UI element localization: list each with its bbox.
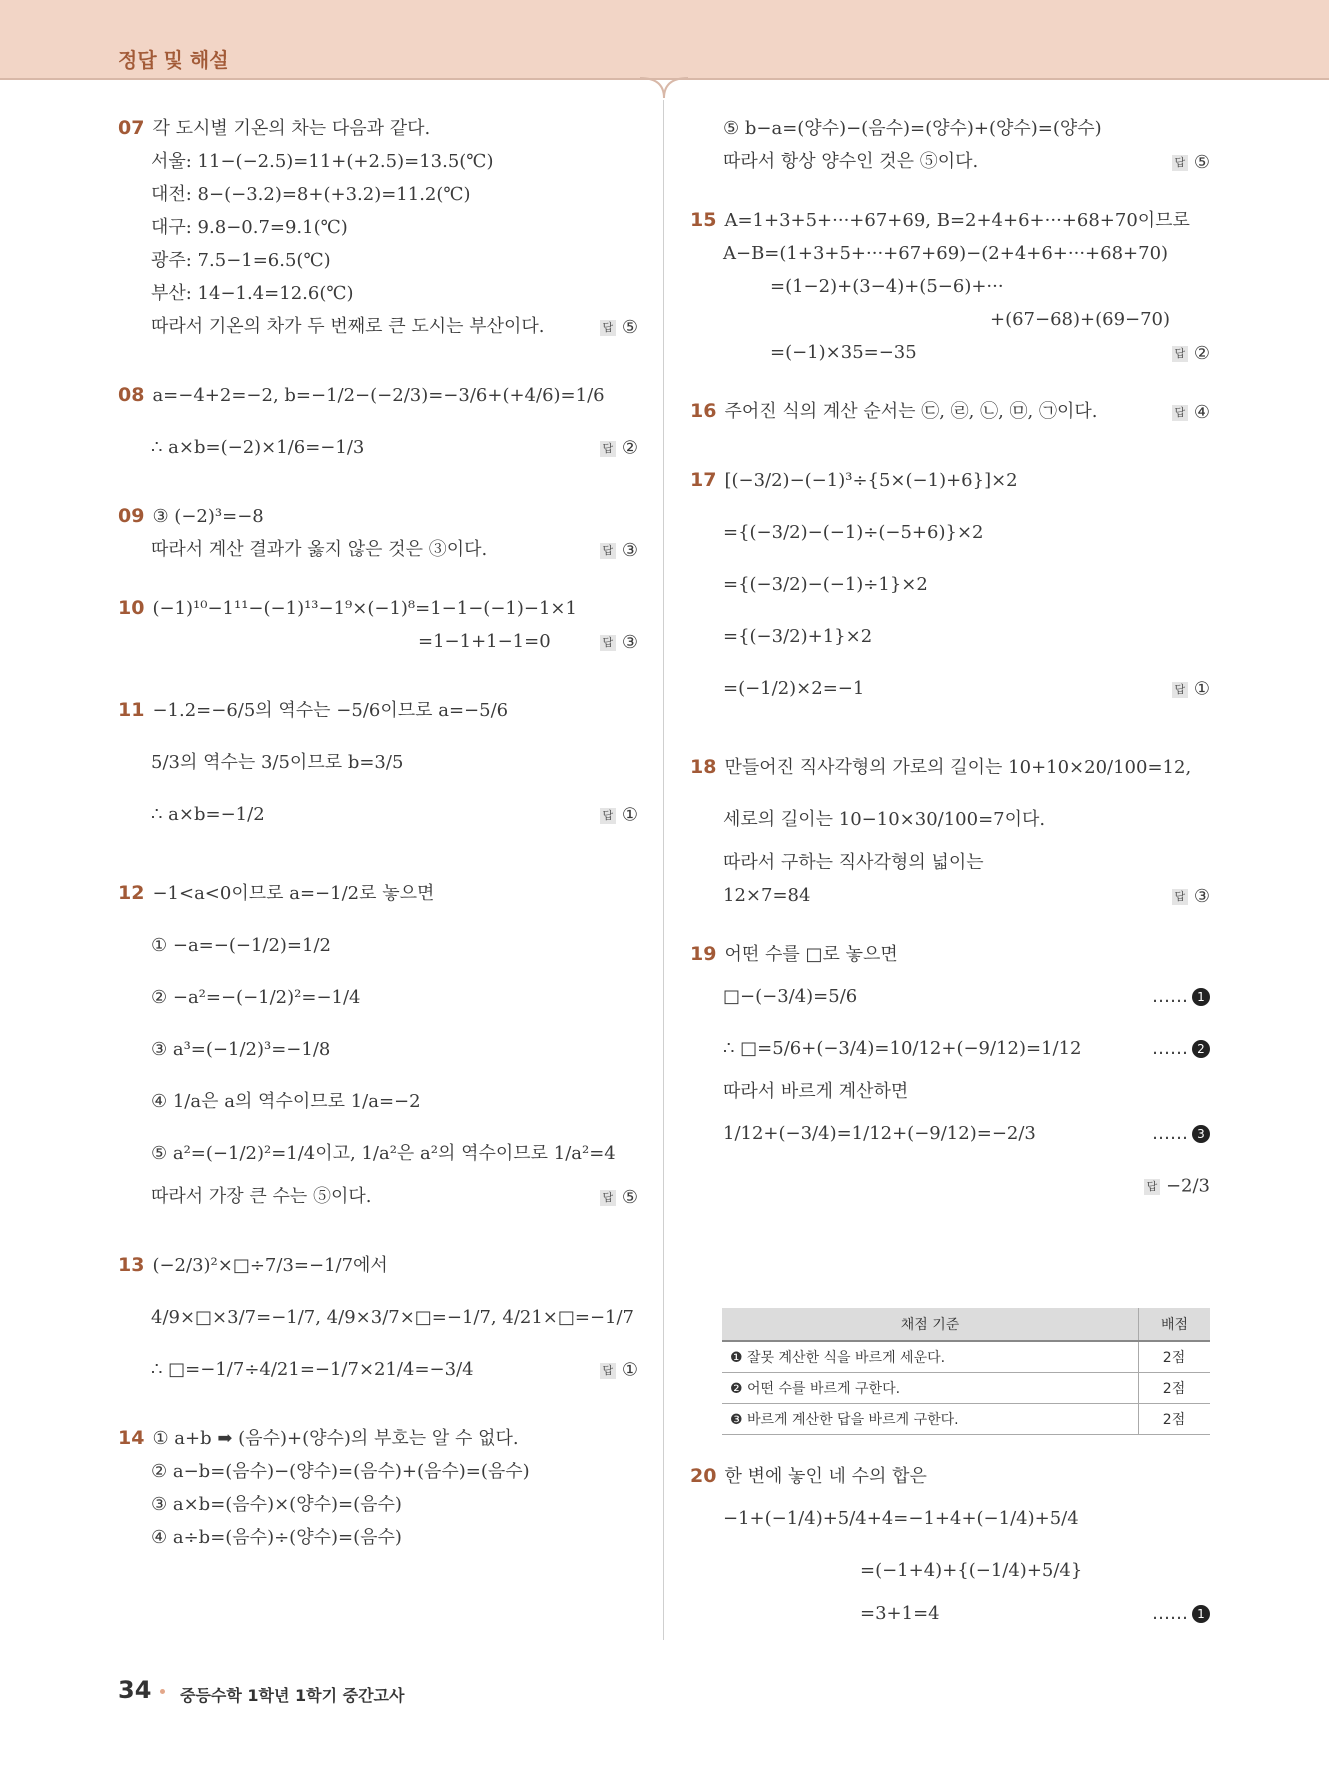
section-title: 정답 및 해설	[118, 48, 229, 72]
step-3-icon: 3	[1192, 1125, 1210, 1143]
problem-number: 17	[690, 469, 717, 491]
solution-line: (−1)¹⁰−1¹¹−(−1)¹³−1⁹×(−1)⁸=1−1−(−1)−1×1	[152, 598, 577, 619]
answer-label: 답 ③	[1172, 879, 1210, 913]
table-row	[722, 1404, 1210, 1435]
problem-18	[690, 741, 1210, 912]
solution-line: 어떤 수를 □로 놓으면	[724, 944, 898, 965]
answer-label: 답 ③	[600, 533, 638, 567]
solution-line: ① a+b ➡ (음수)+(양수)의 부호는 알 수 없다.	[152, 1428, 519, 1449]
solution-line: A=1+3+5+···+67+69, B=2+4+6+···+68+70이므로	[724, 210, 1190, 231]
page-number: 34	[118, 1676, 152, 1704]
solution-line: 각 도시별 기온의 차는 다음과 같다.	[152, 118, 431, 139]
problem-12	[118, 867, 638, 1213]
answer-icon: 답	[600, 320, 616, 336]
solution-line: +(67−68)+(69−70)	[990, 309, 1171, 330]
points-cell: 2점	[1139, 1404, 1211, 1435]
problem-number: 20	[690, 1465, 717, 1487]
solution-line: =3+1=4	[860, 1603, 940, 1624]
answer-icon: 답	[1172, 889, 1188, 905]
scoring-table	[722, 1308, 1210, 1435]
answer-label: 답 ⑤	[600, 1180, 638, 1214]
answer-label: 답 ①	[600, 789, 638, 842]
solution-line: 대구: 9.8−0.7=9.1(℃)	[151, 217, 348, 238]
solution-line: =(−1)×35=−35	[770, 342, 917, 363]
problem-number: 18	[690, 756, 717, 778]
solution-line: 세로의 길이는 10−10×30/100=7이다.	[723, 809, 1046, 830]
problem-number: 14	[118, 1427, 145, 1449]
solution-line: =(1−2)+(3−4)+(5−6)+···	[770, 276, 1004, 297]
problem-13	[118, 1239, 638, 1396]
table-row	[722, 1373, 1210, 1404]
solution-line: ⑤ b−a=(양수)−(음수)=(양수)+(양수)=(양수)	[723, 118, 1102, 139]
answer-label: 답 −2/3	[1144, 1160, 1210, 1213]
problem-11	[118, 684, 638, 841]
solution-line: 1/12+(−3/4)=1/12+(−9/12)=−2/3	[723, 1123, 1036, 1144]
answer-label: 답 ③	[600, 625, 638, 659]
column-divider	[663, 100, 664, 1640]
solution-line: ∴ □=−1/7÷4/21=−1/7×21/4=−3/4	[151, 1359, 474, 1380]
problem-number: 13	[118, 1254, 145, 1276]
solution-line: (−2/3)²×□÷7/3=−1/7에서	[152, 1255, 388, 1276]
solution-line: −1+(−1/4)+5/4+4=−1+4+(−1/4)+5/4	[723, 1508, 1079, 1529]
answer-icon: 답	[600, 808, 616, 824]
solution-line: 주어진 식의 계산 순서는 ㉢, ㉣, ㉡, ㉤, ㉠이다.	[724, 401, 1098, 422]
solution-line: 따라서 구하는 직사각형의 넓이는	[723, 852, 984, 873]
problem-17	[690, 454, 1210, 715]
solution-line: 만들어진 직사각형의 가로의 길이는 10+10×20/100=12,	[724, 757, 1192, 778]
problem-number: 12	[118, 882, 145, 904]
solution-line: 대전: 8−(−3.2)=8+(+3.2)=11.2(℃)	[151, 184, 471, 205]
answer-icon: 답	[1172, 346, 1188, 362]
answer-label: 답 ②	[1172, 336, 1210, 370]
points-cell: 2점	[1139, 1373, 1211, 1404]
solution-line: 부산: 14−1.4=12.6(℃)	[151, 283, 354, 304]
solution-line: ∴ a×b=(−2)×1/6=−1/3	[151, 437, 365, 458]
footer-bullet-icon	[160, 1689, 165, 1694]
problem-number: 11	[118, 699, 145, 721]
step-marker: …… 1	[1152, 1597, 1210, 1630]
solution-line: 따라서 바르게 계산하면	[723, 1081, 909, 1102]
answer-label: 답 ⑤	[1172, 145, 1210, 179]
answer-icon: 답	[600, 543, 616, 559]
problem-20	[690, 1460, 1210, 1630]
step-marker: …… 3	[1152, 1108, 1210, 1160]
answer-icon: 답	[600, 1190, 616, 1206]
book-title: 중등수학 1학년 1학기 중간고사	[180, 1686, 405, 1705]
solution-line: 한 변에 놓인 네 수의 합은	[724, 1466, 927, 1487]
solution-line: 5/3의 역수는 3/5이므로 b=3/5	[151, 752, 404, 773]
problem-09	[118, 500, 638, 566]
answer-icon: 답	[600, 1363, 616, 1379]
solution-line: ② a−b=(음수)−(양수)=(음수)+(음수)=(음수)	[151, 1461, 530, 1482]
solution-line: 서울: 11−(−2.5)=11+(+2.5)=13.5(℃)	[151, 151, 494, 172]
solution-line: ③ a³=(−1/2)³=−1/8	[151, 1039, 331, 1060]
solution-line: ① −a=−(−1/2)=1/2	[151, 935, 331, 956]
right-column-bottom	[690, 1460, 1210, 1656]
problem-number: 10	[118, 597, 145, 619]
solution-line: ④ 1/a은 a의 역수이므로 1/a=−2	[151, 1091, 421, 1112]
problem-number: 15	[690, 209, 717, 231]
step-1-icon: 1	[1192, 988, 1210, 1006]
answer-label: 답 ①	[1172, 663, 1210, 716]
criterion-cell: ❶ 잘못 계산한 식을 바르게 세운다.	[722, 1341, 1139, 1373]
problem-number: 07	[118, 117, 145, 139]
answer-icon: 답	[600, 441, 616, 457]
step-marker: …… 2	[1152, 1023, 1210, 1075]
solution-line: ④ a÷b=(음수)÷(양수)=(음수)	[151, 1527, 402, 1548]
solution-line: ∴ a×b=−1/2	[151, 804, 265, 825]
right-column	[690, 112, 1210, 1238]
solution-line: □−(−3/4)=5/6	[723, 986, 858, 1007]
step-1-icon: 1	[1192, 1605, 1210, 1623]
page-curve-decoration	[640, 70, 688, 98]
left-column	[118, 112, 638, 1580]
step-2-icon: 2	[1192, 1040, 1210, 1058]
answer-icon: 답	[1172, 405, 1188, 421]
criterion-cell: ❷ 어떤 수를 바르게 구한다.	[722, 1373, 1139, 1404]
answer-icon: 답	[600, 635, 616, 651]
solution-line: ③ a×b=(음수)×(양수)=(음수)	[151, 1494, 402, 1515]
problem-16	[690, 395, 1210, 428]
answer-icon: 답	[1172, 682, 1188, 698]
solution-line: 광주: 7.5−1=6.5(℃)	[151, 250, 331, 271]
solution-line: ={(−3/2)−(−1)÷1}×2	[723, 574, 928, 595]
table-row	[722, 1341, 1210, 1373]
answer-label: 답 ④	[1172, 395, 1210, 429]
points-cell: 2점	[1139, 1341, 1211, 1373]
answer-label: 답 ②	[600, 422, 638, 475]
solution-line: A−B=(1+3+5+···+67+69)−(2+4+6+···+68+70)	[723, 243, 1169, 264]
problem-07	[118, 112, 638, 343]
solution-line: 따라서 계산 결과가 옳지 않은 것은 ③이다.	[151, 539, 488, 560]
answer-icon: 답	[1172, 155, 1188, 171]
solution-line: ⑤ a²=(−1/2)²=1/4이고, 1/a²은 a²의 역수이므로 1/a²=4	[151, 1143, 616, 1164]
solution-line: ∴ □=5/6+(−3/4)=10/12+(−9/12)=1/12	[723, 1038, 1082, 1059]
problem-number: 16	[690, 400, 717, 422]
table-header-points: 배점	[1139, 1308, 1211, 1341]
answer-icon: 답	[1144, 1179, 1160, 1195]
solution-line: −1<a<0이므로 a=−1/2로 놓으면	[152, 883, 435, 904]
answer-label: 답 ①	[600, 1344, 638, 1397]
solution-line: 따라서 기온의 차가 두 번째로 큰 도시는 부산이다.	[151, 316, 545, 337]
solution-line: ={(−3/2)−(−1)÷(−5+6)}×2	[723, 522, 984, 543]
solution-line: ② −a²=−(−1/2)²=−1/4	[151, 987, 361, 1008]
solution-line: =(−1+4)+{(−1/4)+5/4}	[860, 1560, 1083, 1581]
solution-line: 따라서 가장 큰 수는 ⑤이다.	[151, 1186, 372, 1207]
problem-number: 19	[690, 943, 717, 965]
problem-number: 08	[118, 384, 145, 406]
problem-15	[690, 204, 1210, 369]
solution-line: ③ (−2)³=−8	[152, 506, 264, 527]
table-header-criterion: 채점 기준	[722, 1308, 1139, 1341]
step-marker: …… 1	[1152, 971, 1210, 1023]
solution-line: ={(−3/2)+1}×2	[723, 626, 873, 647]
solution-line: −1.2=−6/5의 역수는 −5/6이므로 a=−5/6	[152, 700, 509, 721]
solution-line: 12×7=84	[723, 885, 811, 906]
solution-line: [(−3/2)−(−1)³÷{5×(−1)+6}]×2	[724, 470, 1018, 491]
solution-line: =1−1+1−1=0	[418, 631, 551, 652]
problem-08	[118, 369, 638, 474]
problem-19	[690, 938, 1210, 1212]
problem-number: 09	[118, 505, 145, 527]
criterion-cell: ❸ 바르게 계산한 답을 바르게 구한다.	[722, 1404, 1139, 1435]
solution-line: a=−4+2=−2, b=−1/2−(−2/3)=−3/6+(+4/6)=1/6	[152, 385, 605, 406]
problem-14-continued	[690, 112, 1210, 178]
solution-line: 따라서 항상 양수인 것은 ⑤이다.	[723, 151, 979, 172]
answer-label: 답 ⑤	[600, 310, 638, 344]
solution-line: 4/9×□×3/7=−1/7, 4/9×3/7×□=−1/7, 4/21×□=−1/7	[151, 1307, 635, 1328]
solution-line: =(−1/2)×2=−1	[723, 678, 865, 699]
problem-14	[118, 1422, 638, 1554]
problem-10	[118, 592, 638, 658]
